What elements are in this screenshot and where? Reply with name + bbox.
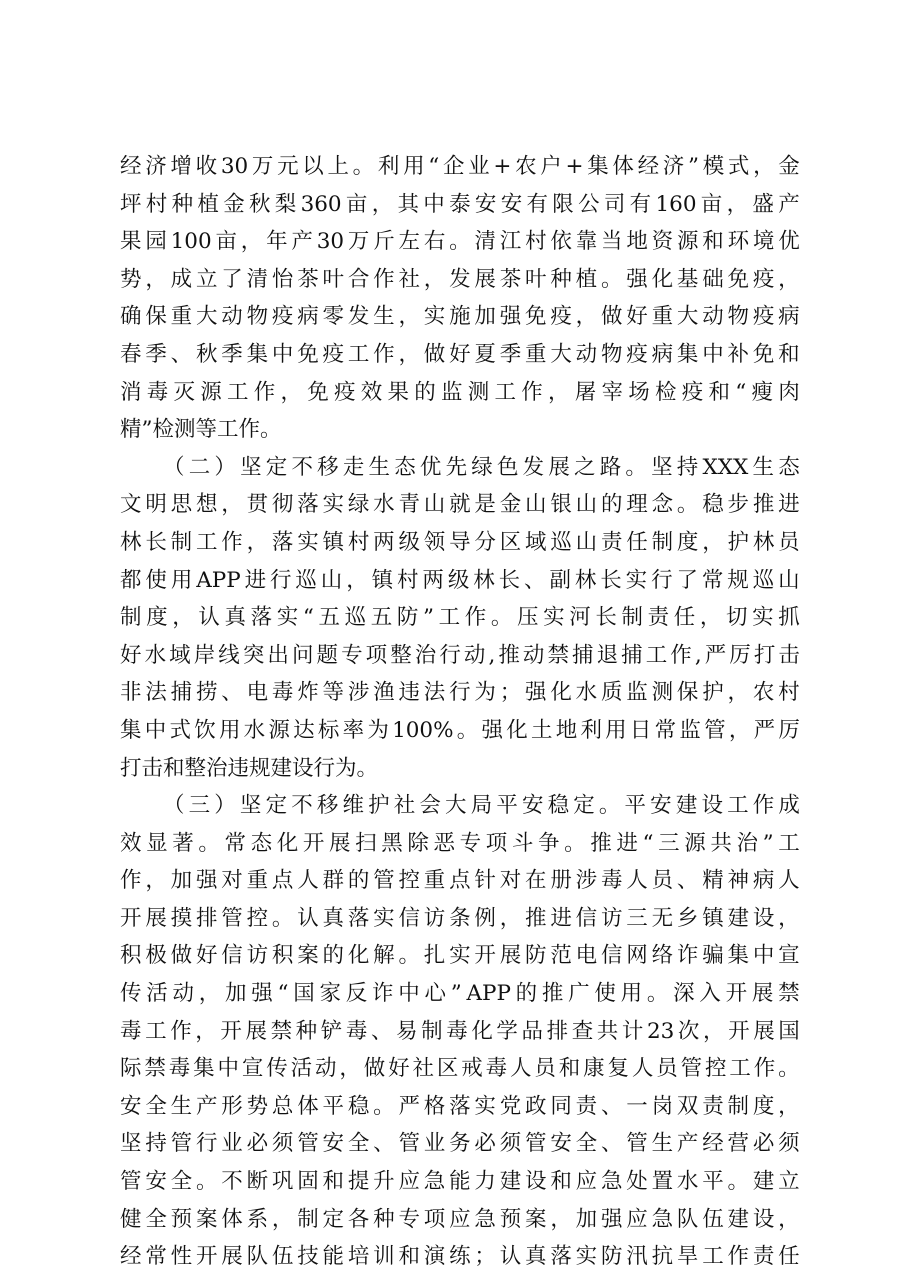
text-line: 都 使 用 APP 进 行 巡 山 ， 镇 村 两 级 林 长 、 副 林 长 实 行 了 常 规 巡 山 bbox=[120, 567, 800, 593]
text-line: 确 保 重 大 动 物 疫 病 零 发 生 ， 实 施 加 强 免 疫 ， 做 好 重 大 动 物 疫 病 bbox=[120, 304, 800, 330]
text-line: 林 长 制 工 作 ， 落 实 镇 村 两 级 领 导 分 区 域 巡 山 责 任 制 度 ， 护 林 员 bbox=[120, 529, 800, 555]
text-line: 制 度 ， 认 真 落 实 “ 五 巡 五 防 ” 工 作 。 压 实 河 长 制 责 任 ， 切 实 抓 bbox=[120, 605, 800, 631]
text-line: 积 极 做 好 信 访 积 案 的 化 解 。 扎 实 开 展 防 范 电 信 网 络 诈 骗 集 中 宣 bbox=[120, 943, 800, 969]
text-line: 传 活 动 ， 加 强 “ 国 家 反 诈 中 心 ” APP 的 推 广 使 用 。 深 入 开 展 禁 bbox=[120, 981, 800, 1007]
text-line: （ 二 ） 坚 定 不 移 走 生 态 优 先 绿 色 发 展 之 路 。 坚 持 XXX 生 态 bbox=[163, 454, 800, 480]
text-line: 管 安 全 。 不 断 巩 固 和 提 升 应 急 能 力 建 设 和 应 急 处 置 水 平 。 建 立 bbox=[120, 1169, 800, 1195]
text-line: 经 济 增 收 30 万 元 以 上 。 利 用 “ 企 业 + 农 户 + 集 体 经 济 ” 模 式 ， 金 bbox=[120, 154, 800, 179]
text-line: 春 季 、 秋 季 集 中 免 疫 工 作 ， 做 好 夏 季 重 大 动 物 疫 病 集 中 补 免 和 bbox=[120, 341, 800, 367]
text-line: 文 明 思 想 ， 贯 彻 落 实 绿 水 青 山 就 是 金 山 银 山 的 理 念 。 稳 步 推 进 bbox=[120, 492, 800, 518]
text-line: 势 ， 成 立 了 清 怡 茶 叶 合 作 社 ， 发 展 茶 叶 种 植 。 强 化 基 础 免 疫 ， bbox=[120, 266, 800, 292]
text-line: 健 全 预 案 体 系 ， 制 定 各 种 专 项 应 急 预 案 ， 加 强 应 急 队 伍 建 设 ， bbox=[120, 1206, 800, 1232]
text-line: 坪 村 种 植 金 秋 梨 360 亩 ， 其 中 泰 安 安 有 限 公 司 有 160 亩 ， 盛 产 bbox=[120, 191, 800, 217]
text-line: 作 ， 加 强 对 重 点 人 群 的 管 控 重 点 针 对 在 册 涉 毒 人 员 、 精 神 病 人 bbox=[120, 868, 800, 894]
text-line: 打击和整治违规建设行为。 bbox=[120, 755, 379, 781]
text-line: （ 三 ） 坚 定 不 移 维 护 社 会 大 局 平 安 稳 定 。 平 安 建 设 工 作 成 bbox=[163, 793, 800, 819]
text-line: 精”检测等工作。 bbox=[120, 417, 282, 443]
text-line: 果 园 100 亩 ， 年 产 30 万 斤 左 右 。 清 江 村 依 靠 当 地 资 源 和 环 境 优 bbox=[120, 229, 800, 255]
text-line: 集 中 式 饮 用 水 源 达 标 率 为 100% 。 强 化 土 地 利 用 日 常 监 管 ， 严 厉 bbox=[120, 717, 800, 743]
text-line: 开 展 摸 排 管 控 。 认 真 落 实 信 访 条 例 ， 推 进 信 访 三 无 乡 镇 建 设 ， bbox=[120, 905, 800, 931]
text-line: 毒 工 作 ， 开 展 禁 种 铲 毒 、 易 制 毒 化 学 品 排 查 共 计 23 次 ， 开 展 国 bbox=[120, 1018, 800, 1044]
body-text bbox=[120, 148, 800, 1276]
text-line: 经 常 性 开 展 队 伍 技 能 培 训 和 演 练 ； 认 真 落 实 防 汛 抗 旱 工 作 责 任 bbox=[120, 1244, 800, 1270]
text-line: 非 法 捕 捞 、 电 毒 炸 等 涉 渔 违 法 行 为 ； 强 化 水 质 监 测 保 护 ， 农 村 bbox=[120, 680, 800, 706]
text-line: 消 毒 灭 源 工 作 ， 免 疫 效 果 的 监 测 工 作 ， 屠 宰 场 检 疫 和 “ 瘦 肉 bbox=[120, 379, 800, 405]
text-line: 效 显 著 。 常 态 化 开 展 扫 黑 除 恶 专 项 斗 争 。 推 进 “ 三 源 共 治 ” 工 bbox=[120, 830, 800, 856]
text-line: 际 禁 毒 集 中 宣 传 活 动 ， 做 好 社 区 戒 毒 人 员 和 康 复 人 员 管 控 工 作 。 bbox=[120, 1056, 800, 1082]
text-line: 坚 持 管 行 业 必 须 管 安 全 、 管 业 务 必 须 管 安 全 、 管 生 产 经 营 必 须 bbox=[120, 1131, 800, 1157]
text-line: 安 全 生 产 形 势 总 体 平 稳 。 严 格 落 实 党 政 同 责 、 一 岗 双 责 制 度 ， bbox=[120, 1093, 800, 1119]
text-line: 好 水 域 岸 线 突 出 问 题 专 项 整 治 行 动 , 推 动 禁 捕 退 捕 工 作 , 严 厉 打 击 bbox=[120, 642, 800, 668]
